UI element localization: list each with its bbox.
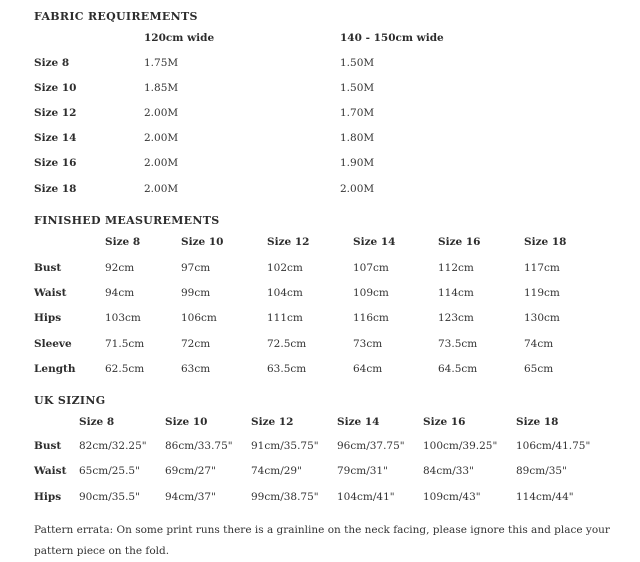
finished-cell: 92cm	[105, 262, 135, 274]
finished-column-header: Size 14	[353, 236, 396, 248]
uk-cell: 96cm/37.75"	[337, 440, 405, 452]
uk-cell: 91cm/35.75"	[251, 440, 319, 452]
uk-cell: 82cm/32.25"	[79, 440, 147, 452]
uk-cell: 84cm/33"	[423, 465, 474, 477]
uk-cell: 86cm/33.75"	[165, 440, 233, 452]
finished-cell: 62.5cm	[105, 363, 145, 375]
finished-cell: 72cm	[181, 338, 211, 350]
uk-cell: 79cm/31"	[337, 465, 388, 477]
finished-column-header: Size 10	[181, 236, 224, 248]
uk-column-header: Size 10	[165, 416, 208, 428]
uk-column-header: Size 14	[337, 416, 380, 428]
uk-cell: 114cm/44"	[516, 491, 574, 503]
finished-column-header: Size 18	[524, 236, 567, 248]
finished-column-header: Size 12	[267, 236, 310, 248]
finished-cell: 103cm	[105, 312, 141, 324]
uk-column-header: Size 18	[516, 416, 559, 428]
finished-cell: 64.5cm	[438, 363, 478, 375]
fabric-row-label: Size 12	[34, 107, 77, 119]
finished-cell: 71.5cm	[105, 338, 145, 350]
uk-cell: 65cm/25.5"	[79, 465, 140, 477]
finished-cell: 63.5cm	[267, 363, 307, 375]
finished-cell: 99cm	[181, 287, 211, 299]
finished-row-label: Length	[34, 363, 76, 375]
fabric-cell: 1.70M	[340, 107, 375, 119]
finished-column-header: Size 16	[438, 236, 481, 248]
finished-cell: 64cm	[353, 363, 383, 375]
fabric-cell: 1.75M	[144, 57, 179, 69]
finished-row-label: Bust	[34, 262, 62, 274]
finished-cell: 104cm	[267, 287, 303, 299]
finished-cell: 117cm	[524, 262, 560, 274]
finished-cell: 73.5cm	[438, 338, 478, 350]
finished-cell: 116cm	[353, 312, 389, 324]
fabric-requirements-heading: FABRIC REQUIREMENTS	[34, 10, 198, 23]
fabric-column-header: 140 - 150cm wide	[340, 32, 444, 44]
fabric-row-label: Size 18	[34, 183, 77, 195]
fabric-cell: 1.85M	[144, 82, 179, 94]
uk-cell: 89cm/35"	[516, 465, 567, 477]
uk-row-label: Waist	[34, 465, 67, 477]
uk-row-label: Bust	[34, 440, 62, 452]
fabric-cell: 2.00M	[340, 183, 375, 195]
fabric-row-label: Size 16	[34, 157, 77, 169]
finished-cell: 73cm	[353, 338, 383, 350]
uk-column-header: Size 8	[79, 416, 115, 428]
uk-column-header: Size 12	[251, 416, 294, 428]
finished-cell: 97cm	[181, 262, 211, 274]
finished-cell: 94cm	[105, 287, 135, 299]
finished-cell: 119cm	[524, 287, 560, 299]
uk-row-label: Hips	[34, 491, 62, 503]
fabric-cell: 1.80M	[340, 132, 375, 144]
fabric-row-label: Size 10	[34, 82, 77, 94]
finished-cell: 112cm	[438, 262, 474, 274]
finished-cell: 63cm	[181, 363, 211, 375]
uk-cell: 99cm/38.75"	[251, 491, 319, 503]
finished-row-label: Waist	[34, 287, 67, 299]
fabric-row-label: Size 14	[34, 132, 77, 144]
finished-cell: 74cm	[524, 338, 554, 350]
finished-column-header: Size 8	[105, 236, 141, 248]
finished-cell: 123cm	[438, 312, 474, 324]
pattern-errata-note: Pattern errata: On some print runs there is a grainline on the neck facing, please ignore this and place your pattern piece on the fold.	[34, 524, 610, 557]
finished-cell: 65cm	[524, 363, 554, 375]
finished-cell: 111cm	[267, 312, 303, 324]
fabric-cell: 2.00M	[144, 183, 179, 195]
uk-cell: 69cm/27"	[165, 465, 216, 477]
finished-cell: 130cm	[524, 312, 560, 324]
fabric-cell: 2.00M	[144, 107, 179, 119]
uk-sizing-heading: UK SIZING	[34, 394, 106, 407]
uk-cell: 90cm/35.5"	[79, 491, 140, 503]
uk-cell: 94cm/37"	[165, 491, 216, 503]
finished-row-label: Hips	[34, 312, 62, 324]
finished-cell: 107cm	[353, 262, 389, 274]
fabric-cell: 2.00M	[144, 157, 179, 169]
fabric-cell: 1.50M	[340, 82, 375, 94]
finished-cell: 106cm	[181, 312, 217, 324]
fabric-column-header: 120cm wide	[144, 32, 215, 44]
uk-cell: 74cm/29"	[251, 465, 302, 477]
uk-cell: 106cm/41.75"	[516, 440, 591, 452]
uk-cell: 100cm/39.25"	[423, 440, 498, 452]
fabric-cell: 2.00M	[144, 132, 179, 144]
fabric-cell: 1.90M	[340, 157, 375, 169]
finished-cell: 114cm	[438, 287, 474, 299]
finished-cell: 102cm	[267, 262, 303, 274]
finished-cell: 109cm	[353, 287, 389, 299]
finished-cell: 72.5cm	[267, 338, 307, 350]
uk-cell: 109cm/43"	[423, 491, 481, 503]
fabric-row-label: Size 8	[34, 57, 70, 69]
finished-measurements-heading: FINISHED MEASUREMENTS	[34, 214, 220, 227]
fabric-cell: 1.50M	[340, 57, 375, 69]
uk-cell: 104cm/41"	[337, 491, 395, 503]
finished-row-label: Sleeve	[34, 338, 72, 350]
uk-column-header: Size 16	[423, 416, 466, 428]
